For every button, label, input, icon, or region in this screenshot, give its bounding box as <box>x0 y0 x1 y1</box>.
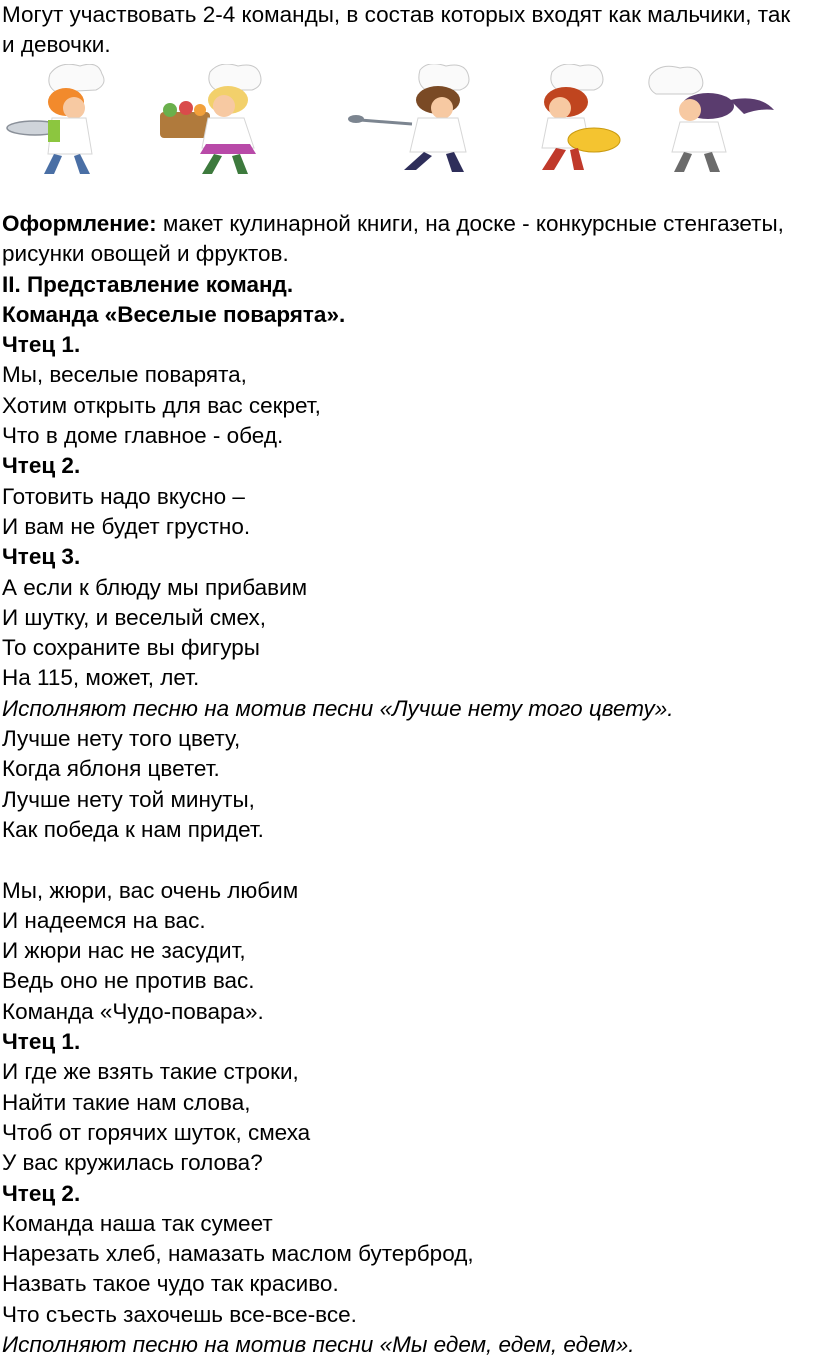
intro-paragraph: Могут участвовать 2-4 команды, в состав которых входят как мальчики, так и девочки. <box>2 2 791 57</box>
heading-line: Чтец 2. <box>2 1180 81 1206</box>
verse-line: Что в доме главное - обед. <box>2 423 284 449</box>
verse-line: Нарезать хлеб, намазать маслом бутерброд, <box>2 1241 474 1267</box>
heading-line: Чтец 1. <box>2 1029 81 1055</box>
verse-line: И надеемся на вас. <box>2 907 206 933</box>
chef-girl-basket-figure <box>160 64 261 174</box>
verse-line: У вас кружилась голова? <box>2 1150 263 1176</box>
design-label: Оформление: <box>2 211 157 236</box>
blank-line <box>2 845 812 875</box>
chef-boy-bowl-figure <box>7 64 104 174</box>
verse-line: Хотим открыть для вас секрет, <box>2 392 321 418</box>
verse-line: Мы, веселые поварята, <box>2 362 247 388</box>
design-text: макет кулинарной книги, на доске - конкурсные стенгазеты, рисунки овощей и фруктов. <box>2 211 784 267</box>
verse-line: И шутку, и веселый смех, <box>2 604 267 630</box>
heading-line: Чтец 3. <box>2 544 81 570</box>
verse-line: Мы, жюри, вас очень любим <box>2 877 299 903</box>
stage-direction-line: Исполняют песню на мотив песни «Лучше нету того цвету». <box>2 695 674 721</box>
verse-line: И где же взять такие строки, <box>2 1059 299 1085</box>
verse-line: Команда наша так сумеет <box>2 1210 273 1236</box>
verse-line: Как победа к нам придет. <box>2 816 264 842</box>
verse-line: Команда «Чудо-повара». <box>2 998 264 1024</box>
verse-line: Лучше нету той минуты, <box>2 786 255 812</box>
chef-girl-purple-figure <box>649 66 774 172</box>
verse-line: И вам не будет грустно. <box>2 513 251 539</box>
verse-line: И жюри нас не засудит, <box>2 938 246 964</box>
verse-line: Ведь оно не против вас. <box>2 968 255 994</box>
heading-line: Чтец 2. <box>2 453 81 479</box>
verse-line: На 115, может, лет. <box>2 665 200 691</box>
verse-line: Чтоб от горячих шуток, смеха <box>2 1119 311 1145</box>
heading-line: Чтец 1. <box>2 332 81 358</box>
heading-line: II. Представление команд. <box>2 271 294 297</box>
verse-line: Лучше нету того цвету, <box>2 726 241 752</box>
document-body <box>2 209 812 1360</box>
script-lines <box>2 270 812 1360</box>
chef-boy-spoon-figure <box>348 64 469 172</box>
verse-line: А если к блюду мы прибавим <box>2 574 308 600</box>
verse-line: Назвать такое чудо так красиво. <box>2 1271 339 1297</box>
verse-line: Готовить надо вкусно – <box>2 483 245 509</box>
heading-line: Команда «Веселые поварята». <box>2 301 346 327</box>
verse-line: То сохраните вы фигуры <box>2 635 260 661</box>
verse-line: Найти такие нам слова, <box>2 1089 251 1115</box>
verse-line: Когда яблоня цветет. <box>2 756 220 782</box>
design-paragraph <box>2 209 812 270</box>
chef-girl-pot-figure <box>542 64 620 170</box>
stage-direction-line: Исполняют песню на мотив песни «Мы едем, едем, едем». <box>2 1331 635 1357</box>
verse-line: Что съесть захочешь все-все-все. <box>2 1301 357 1327</box>
chef-children-illustration <box>0 64 816 176</box>
